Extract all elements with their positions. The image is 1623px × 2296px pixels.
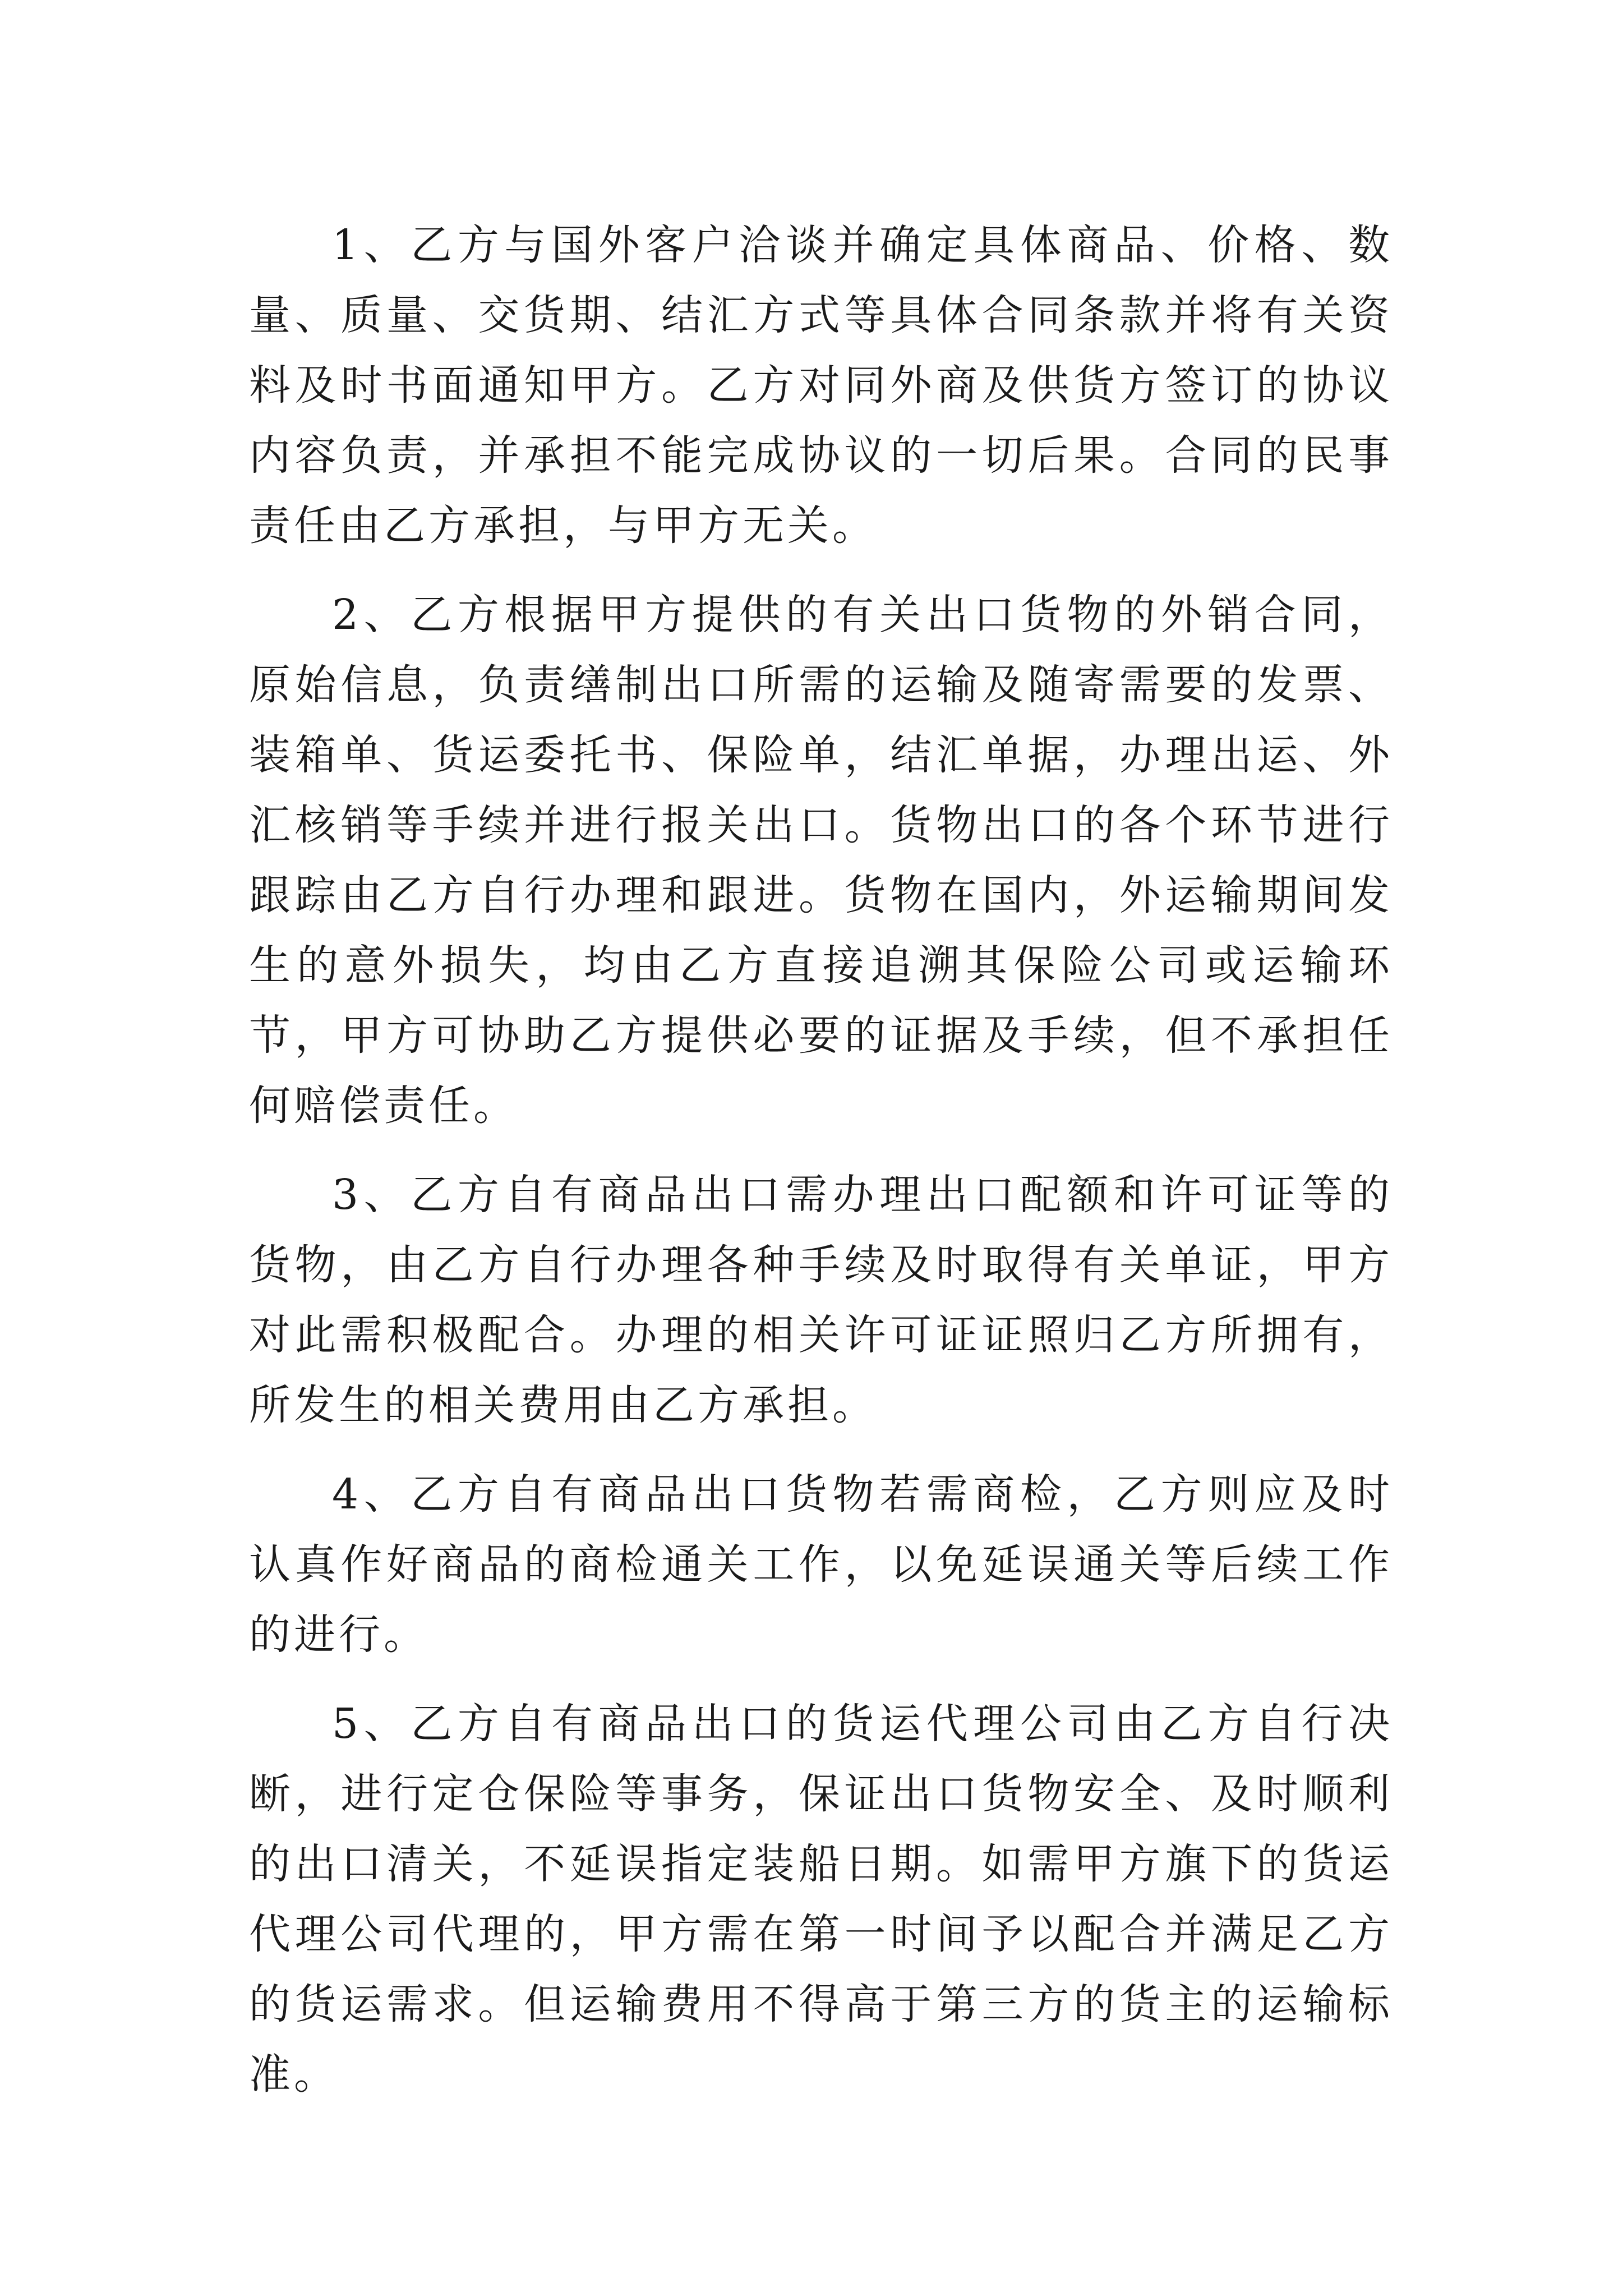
clause-1: 1、乙方与国外客户洽谈并确定具体商品、价格、数量、质量、交货期、结汇方式等具体合同条款并将有关资料及时书面通知甲方。乙方对同外商及供货方签订的协议内容负责，并承担不能完成协议的一切后果。合同的民事责任由乙方承担，与甲方无关。	[249, 221, 1393, 550]
clause-2: 2、乙方根据甲方提供的有关出口货物的外销合同，原始信息，负责缮制出口所需的运输及随寄需要的发票、装箱单、货运委托书、保险单，结汇单据，办理出运、外汇核销等手续并进行报关出口。货物出口的各个环节进行跟踪由乙方自行办理和跟进。货物在国内，外运输期间发生的意外损失，均由乙方直接追溯其保险公司或运输环节，甲方可协助乙方提供必要的证据及手续，但不承担任何赔偿责任。	[249, 591, 1393, 1130]
document-body	[249, 210, 1393, 2129]
clause-3: 3、乙方自有商品出口需办理出口配额和许可证等的货物，由乙方自行办理各种手续及时取得有关单证，甲方对此需积极配合。办理的相关许可证证照归乙方所拥有，所发生的相关费用由乙方承担。	[249, 1171, 1393, 1429]
clause-4: 4、乙方自有商品出口货物若需商检，乙方则应及时认真作好商品的商检通关工作，以免延误通关等后续工作的进行。	[249, 1470, 1393, 1659]
clause-5: 5、乙方自有商品出口的货运代理公司由乙方自行决断，进行定仓保险等事务，保证出口货物安全、及时顺利的出口清关，不延误指定装船日期。如需甲方旗下的货运代理公司代理的，甲方需在第一时间予以配合并满足乙方的货运需求。但运输费用不得高于第三方的货主的运输标准。	[249, 1700, 1393, 2099]
